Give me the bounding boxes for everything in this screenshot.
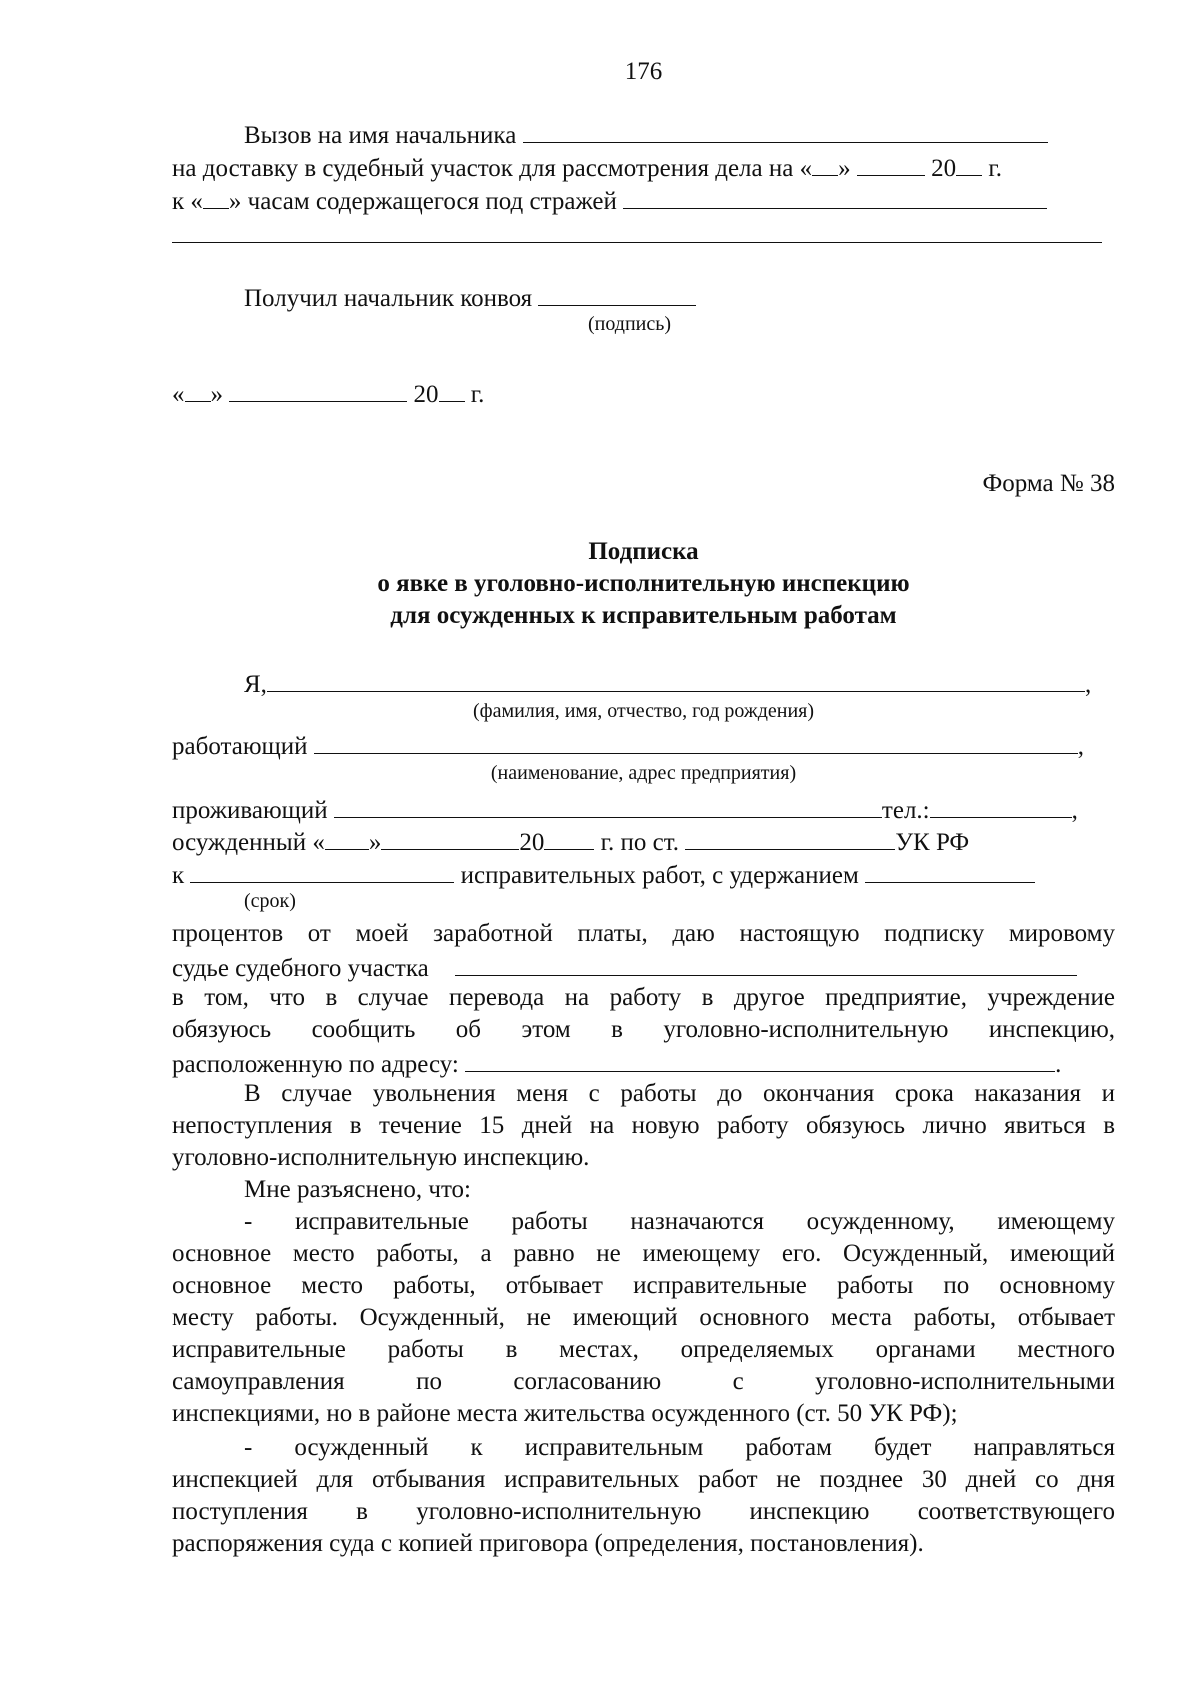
year-suffix: г. [988,155,1003,182]
item-1-line-5: исправительные работы в местах, определяемых органами местного [172,1336,1115,1363]
quote-close: » [838,155,851,182]
works-label: исправительных работ, с удержанием [460,862,859,889]
title-line-3: для осужденных к исправительным работам [390,602,897,629]
hours-label: » часам содержащегося под стражей [228,188,617,215]
year-blank[interactable] [956,150,982,176]
convoy-line [244,280,1115,315]
date-year-prefix: 20 [413,381,439,408]
ya-label: Я, [244,671,267,698]
month-blank[interactable] [857,150,925,176]
term-caption: (срок) [244,890,296,912]
inspection-address-blank[interactable] [465,1046,1055,1072]
convicted-label: осужденный « [172,829,325,856]
item-1-line-4: месту работы. Осужденный, не имеющий основного места работы, отбывает [172,1304,1115,1331]
item-2-line-2: инспекцией для отбывания исправительных работ не позднее 30 дней со дня [172,1466,1115,1493]
transfer-line-2: обязуюсь сообщить об этом в уголовно-исполнительную инспекцию, [172,1016,1115,1043]
k-label: к [172,862,185,889]
comma: , [1084,671,1092,698]
percent-line: процентов от моей заработной платы, даю настоящую подписку мировому [172,920,1115,947]
hours-blank[interactable] [203,183,229,209]
item-1-line-6: самоуправления по согласованию с уголовно-исполнительными [172,1368,1115,1395]
convicted-line [172,824,1115,859]
date-day-blank[interactable] [185,376,211,402]
term-blank[interactable] [190,857,454,883]
title-line-2: о явке в уголовно-исполнительную инспекцию [377,570,910,597]
date-year-blank[interactable] [439,376,465,402]
transfer-line-1: в том, что в случае перевода на работу в другое предприятие, учреждение [172,984,1115,1011]
working-label: работающий [172,733,308,760]
paragraph-1-line-3: уголовно-исполнительную инспекцию. [172,1144,590,1171]
address-blank[interactable] [334,792,882,818]
item-1-line-1: - исправительные работы назначаются осужденному, имеющему [244,1208,1115,1235]
year-prefix: 20 [931,155,957,182]
convicted-month-blank[interactable] [381,824,519,850]
uk-rf-label: УК РФ [895,829,970,856]
call-line [244,117,1115,152]
judge-label: судье судебного участка [172,955,429,982]
paragraph-1-line-2: непоступления в течение 15 дней на новую работу обязуюсь лично явиться в [172,1112,1115,1139]
detainee-blank-continued[interactable] [172,242,1102,243]
name-blank[interactable] [267,666,1085,692]
item-2-line-3: поступления в уголовно-исполнительную инспекцию соответствующего [172,1498,1115,1525]
living-line [172,792,1115,827]
page-number: 176 [624,58,663,85]
call-label: Вызов на имя начальника [244,122,517,149]
hours-line [172,183,1115,218]
convoy-label: Получил начальник конвоя [244,285,533,312]
delivery-line [172,150,1115,185]
paragraph-1-line-1: В случае увольнения меня с работы до окончания срока наказания и [244,1080,1115,1107]
detainee-blank[interactable] [623,183,1047,209]
item-1-line-7: инспекциями, но в районе места жительства осужденного (ст. 50 УК РФ); [172,1400,958,1427]
period: . [1055,1051,1062,1078]
enterprise-caption: (наименование, адрес предприятия) [490,762,797,784]
article-blank[interactable] [685,824,895,850]
convicted-quote-close: » [368,829,382,856]
tel-label: тел.: [881,797,930,824]
chief-name-blank[interactable] [523,117,1048,143]
title-line-1: Подписка [588,538,699,565]
name-caption: (фамилия, имя, отчество, год рождения) [472,700,815,722]
signature-caption: (подпись) [588,313,672,335]
convicted-year-prefix: 20 [519,829,545,856]
name-line [244,666,1115,701]
tel-blank[interactable] [930,792,1072,818]
living-label: проживающий [172,797,328,824]
deduction-blank[interactable] [865,857,1035,883]
convoy-signature-blank[interactable] [538,280,696,306]
comma: , [1071,797,1078,824]
date-month-blank[interactable] [229,376,407,402]
explained-heading: Мне разъяснено, что: [244,1176,471,1203]
judge-line [172,950,1115,985]
convicted-year-blank[interactable] [544,824,594,850]
article-label: г. по ст. [600,829,680,856]
item-2-line-1: - осужденный к исправительным работам будет направляться [244,1434,1115,1461]
date-quote-open: « [172,381,185,408]
item-2-line-4: распоряжения суда с копией приговора (определения, постановления). [172,1530,924,1557]
date-year-suffix: г. [470,381,485,408]
court-section-blank[interactable] [455,950,1077,976]
date-line [172,376,1115,411]
enterprise-blank[interactable] [314,728,1078,754]
comma: , [1077,733,1084,760]
date-quote-close: » [210,381,223,408]
form-number: Форма № 38 [982,470,1115,497]
day-blank[interactable] [812,150,838,176]
working-line [172,728,1115,763]
convicted-day-blank[interactable] [325,824,369,850]
address-line [172,1046,1115,1081]
delivery-label: на доставку в судебный участок для рассмотрения дела на « [172,155,813,182]
address-label: расположенную по адресу: [172,1051,459,1078]
item-1-line-2: основное место работы, а равно не имеющему его. Осужденный, имеющий [172,1240,1115,1267]
hours-prefix: к « [172,188,203,215]
item-1-line-3: основное место работы, отбывает исправительные работы по основному [172,1272,1115,1299]
term-line [172,857,1115,892]
